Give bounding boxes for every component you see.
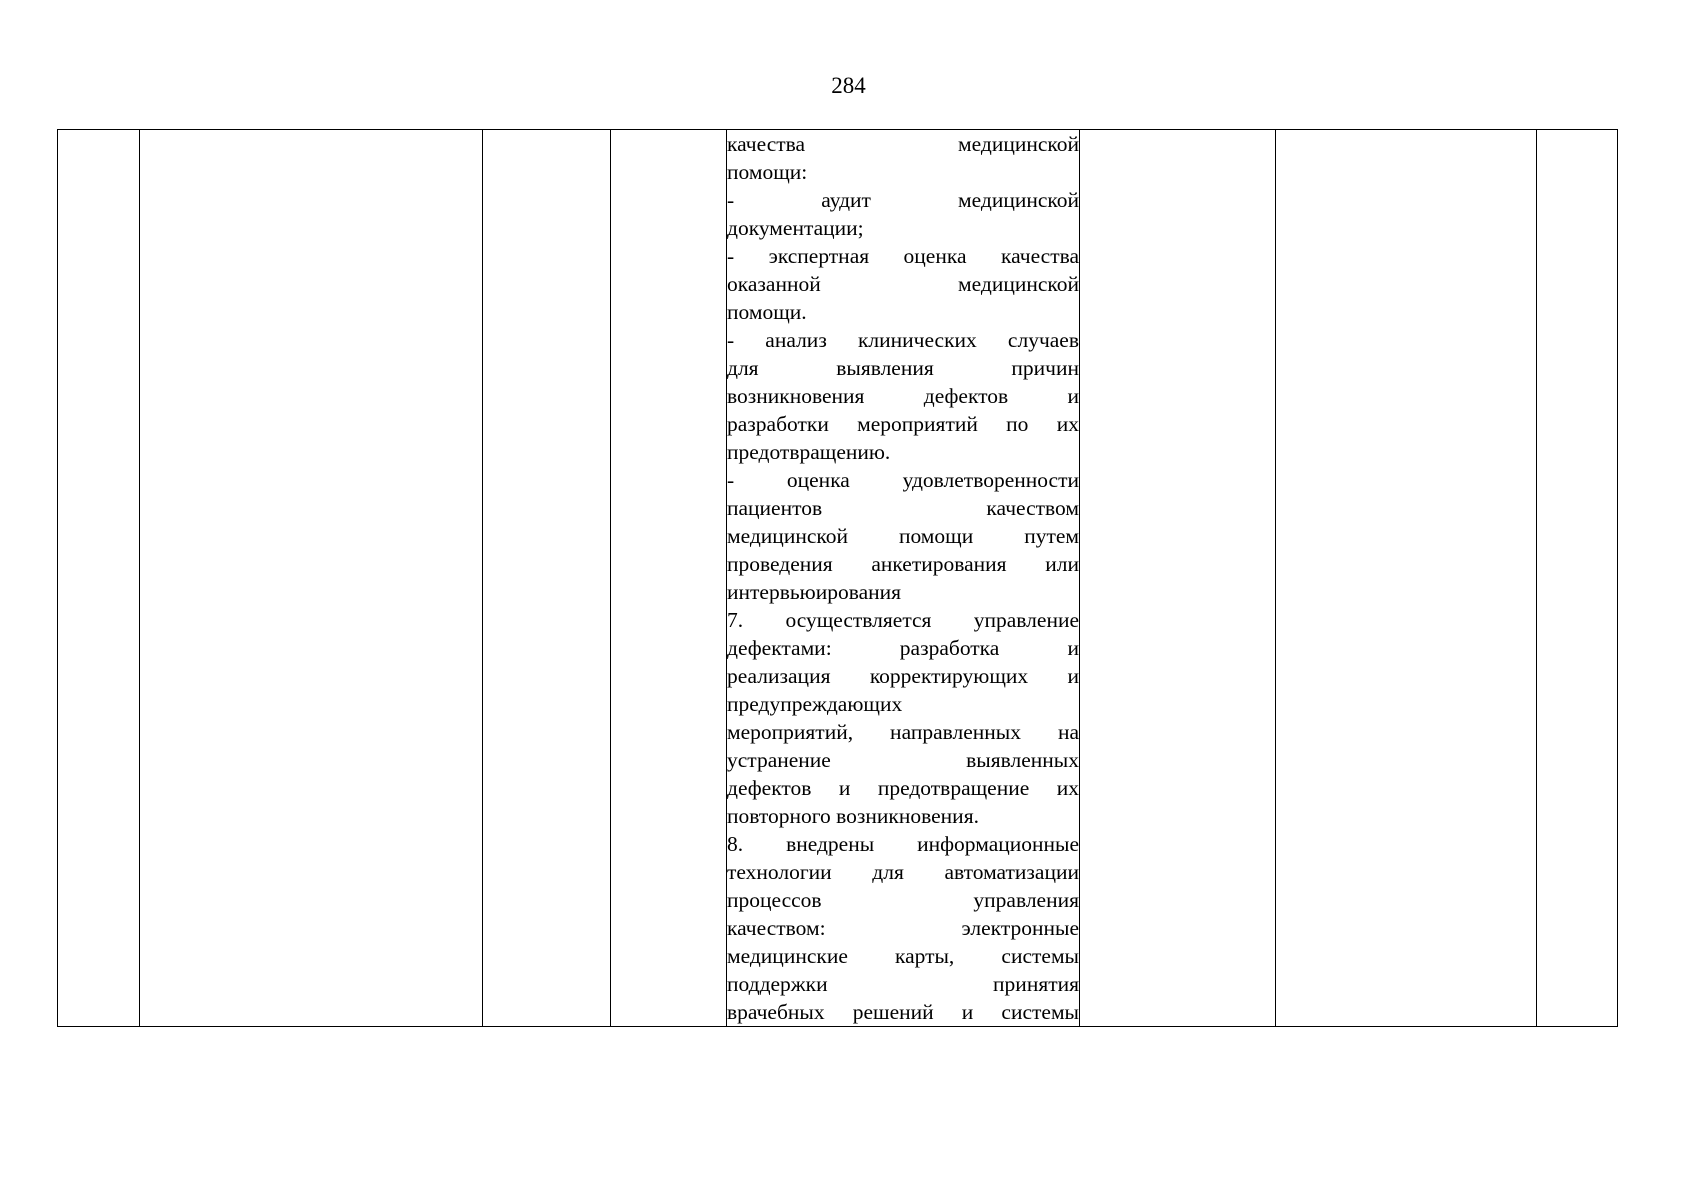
- cell-text-line: поддержки принятия: [727, 972, 1079, 996]
- cell-text-line: мероприятий, направленных на: [727, 720, 1079, 744]
- cell-text-line: качеством: электронные: [727, 916, 1079, 940]
- cell-text-line: процессов управления: [727, 888, 1079, 912]
- cell-text-line: дефектами: разработка и: [727, 636, 1079, 660]
- cell-text-line: - аудит медицинской: [727, 188, 1079, 212]
- table-cell-col-4: [611, 130, 727, 1027]
- table-row: [58, 130, 1618, 1027]
- cell-text-line: врачебных решений и системы: [727, 1000, 1079, 1024]
- cell-text-line: - экспертная оценка качества: [727, 244, 1079, 268]
- table-cell-col-5: [727, 130, 1080, 1027]
- table-cell-col-1: [58, 130, 140, 1027]
- cell-text-line: интервьюирования: [727, 580, 902, 604]
- table-cell-col-3: [483, 130, 611, 1027]
- cell-text-line: устранение выявленных: [727, 748, 1079, 772]
- document-table: [57, 129, 1618, 1027]
- cell-text-line: проведения анкетирования или: [727, 552, 1079, 576]
- cell-text-line: предупреждающих: [727, 692, 903, 716]
- cell-text-line: 8. внедрены информационные: [727, 832, 1079, 856]
- table-cell-col-6: [1080, 130, 1276, 1027]
- page-number: 284: [831, 73, 866, 98]
- cell-text-line: реализация корректирующих и: [727, 664, 1079, 688]
- cell-text-line: - анализ клинических случаев: [727, 328, 1079, 352]
- cell-text-line: разработки мероприятий по их: [727, 412, 1079, 436]
- table-cell-col-8: [1537, 130, 1618, 1027]
- cell-text-line: дефектов и предотвращение их: [727, 776, 1079, 800]
- cell-text-line: 7. осуществляется управление: [727, 608, 1079, 632]
- cell-text-line: документации;: [727, 216, 864, 240]
- cell-text-line: - оценка удовлетворенности: [727, 468, 1079, 492]
- cell-text-line: помощи:: [727, 160, 808, 184]
- cell-text-line: технологии для автоматизации: [727, 860, 1079, 884]
- cell-text-line: качества медицинской: [727, 132, 1079, 156]
- cell-text-line: для выявления причин: [727, 356, 1079, 380]
- cell-text-line: пациентов качеством: [727, 496, 1079, 520]
- cell-text-line: повторного возникновения.: [727, 804, 979, 828]
- table-cell-col-7: [1276, 130, 1537, 1027]
- cell-text: [727, 130, 1079, 1026]
- table-cell-col-2: [140, 130, 483, 1027]
- cell-text-line: возникновения дефектов и: [727, 384, 1079, 408]
- cell-text-line: медицинские карты, системы: [727, 944, 1079, 968]
- cell-text-line: предотвращению.: [727, 440, 891, 464]
- cell-text-line: медицинской помощи путем: [727, 524, 1079, 548]
- cell-text-line: оказанной медицинской: [727, 272, 1079, 296]
- cell-text-line: помощи.: [727, 300, 807, 324]
